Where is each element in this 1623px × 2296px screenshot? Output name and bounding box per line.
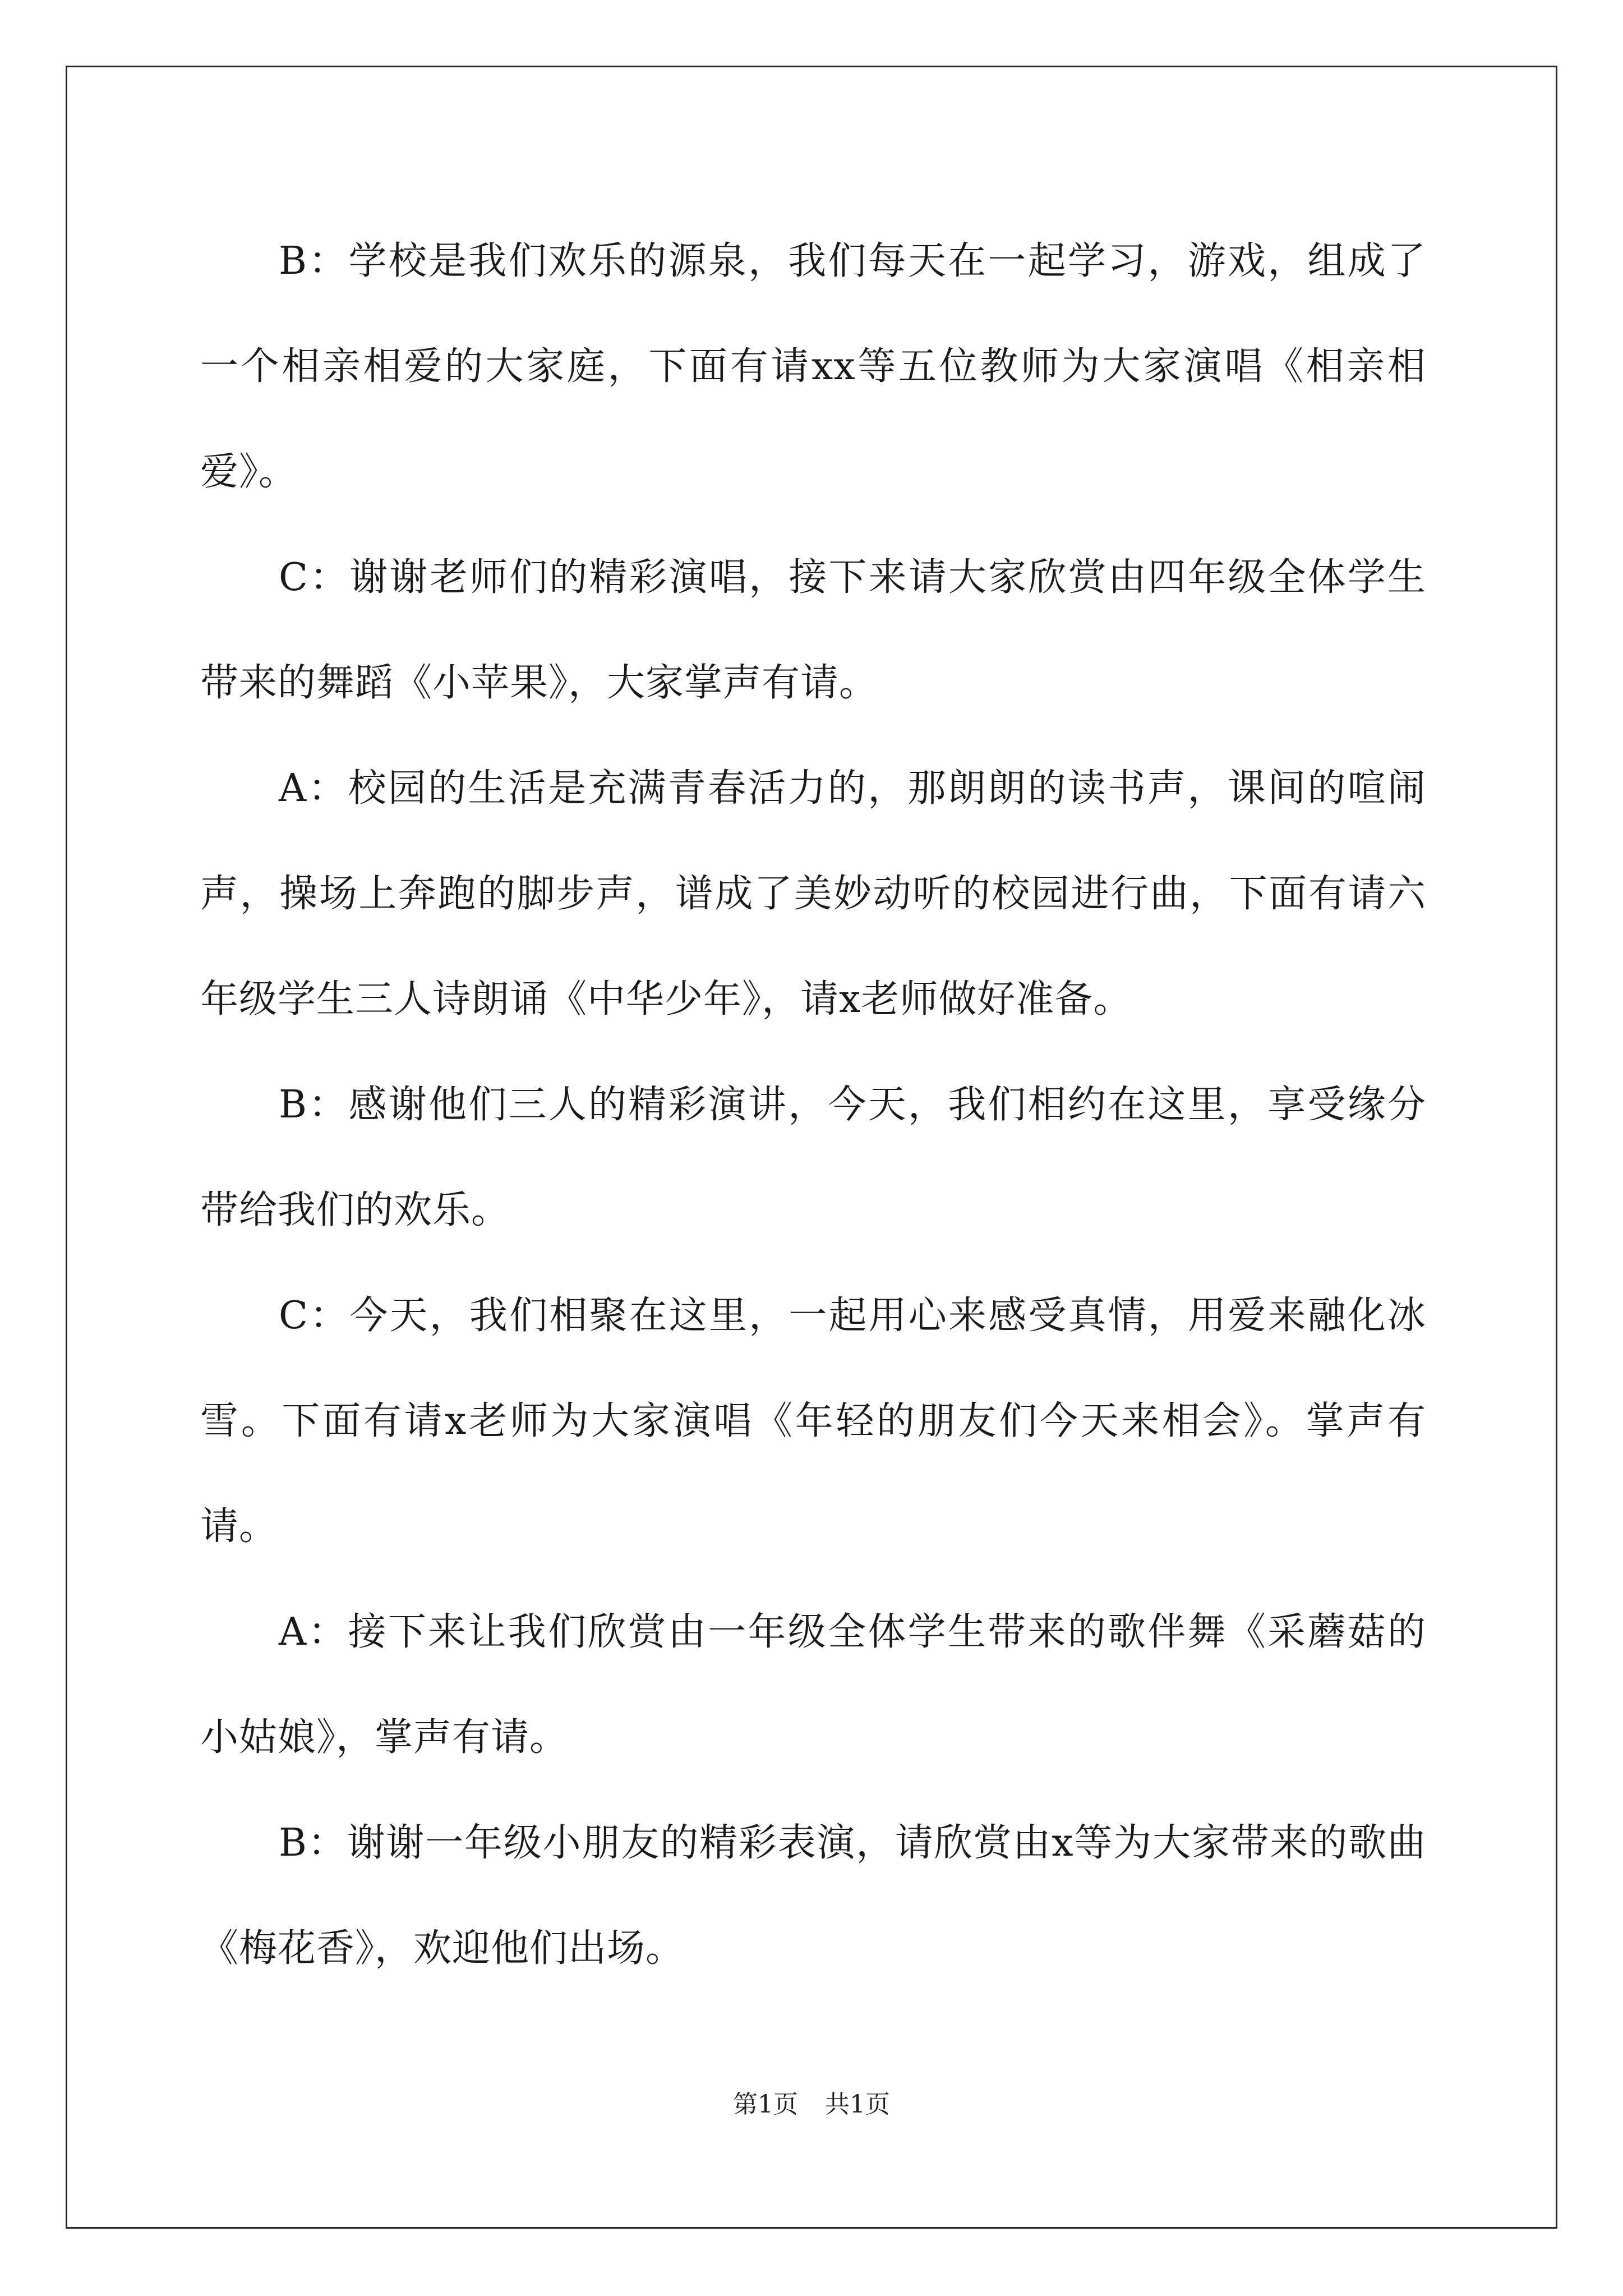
page-footer [0,2088,1623,2122]
paragraph-a-grade-one: A：接下来让我们欣赏由一年级全体学生带来的歌伴舞《采蘑菇的小姑娘》，掌声有请。 [200,1610,1426,1760]
page-number: 第1页 [733,2090,798,2119]
paragraph-c-thanks-teachers: C：谢谢老师们的精彩演唱，接下来请大家欣赏由四年级全体学生带来的舞蹈《小苹果》，大家掌声有请。 [200,555,1426,705]
paragraph-b-thanks-three: B：感谢他们三人的精彩演讲，今天，我们相约在这里，享受缘分带给我们的欢乐。 [200,1083,1426,1232]
page-total: 共1页 [825,2090,890,2119]
document-body [200,209,1426,2001]
paragraph-c-gathering: C：今天，我们相聚在这里，一起用心来感受真情，用爱来融化冰雪。下面有请x老师为大家演唱《年轻的朋友们今天来相会》。掌声有请。 [200,1294,1426,1549]
paragraph-b-plum-song: B：谢谢一年级小朋友的精彩表演，请欣赏由x等为大家带来的歌曲《梅花香》，欢迎他们出场。 [200,1821,1426,1971]
paragraph-a-campus-life: A：校园的生活是充满青春活力的，那朗朗的读书声，课间的喧闹声，操场上奔跑的脚步声，谱成了美妙动听的校园进行曲，下面有请六年级学生三人诗朗诵《中华少年》，请x老师做好准备。 [200,766,1426,1022]
paragraph-b-school: B：学校是我们欢乐的源泉，我们每天在一起学习，游戏，组成了一个相亲相爱的大家庭，下面有请xx等五位教师为大家演唱《相亲相爱》。 [200,239,1426,494]
